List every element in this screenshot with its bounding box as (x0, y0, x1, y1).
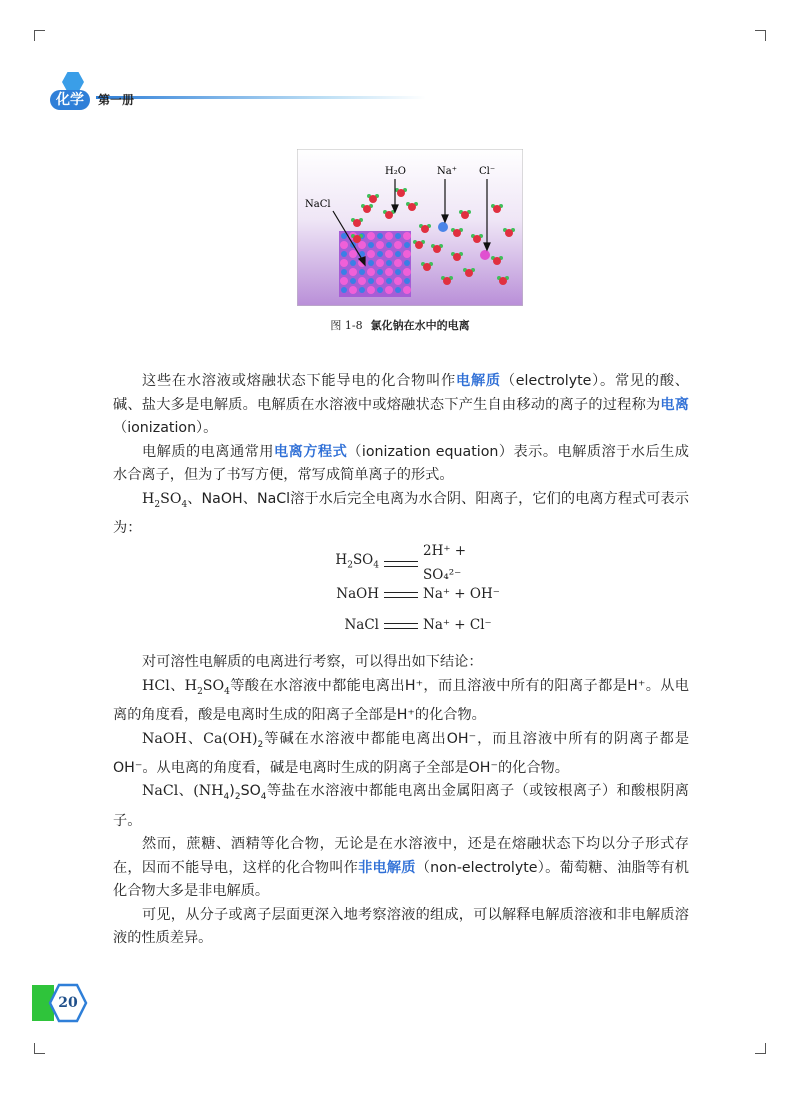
paragraph-nonelectrolyte (113, 833, 689, 904)
main-text (113, 370, 689, 951)
lattice-ion (358, 277, 366, 285)
text-run: （ionization equation）表示。电解质溶于水后生成水合离子，但为了书写方便，常写成简单离子的形式。 (113, 443, 689, 483)
equals-sign (384, 561, 418, 567)
hydrated-ion (480, 250, 490, 260)
lattice-ion (368, 260, 374, 266)
lattice-ion (395, 233, 401, 239)
lattice-ion (340, 259, 348, 267)
lattice-ion (403, 286, 411, 294)
text-run: 等酸在水溶液中都能电离出H⁺，而且溶液中所有的阳离子都是H⁺。从电离的角度看，酸是电离时生成的阳离子全部是H⁺的化合物。 (113, 677, 689, 724)
text-run: （non-electrolyte）。葡萄糖、油脂等有机化合物大多是非电解质。 (113, 859, 689, 900)
lattice-ion (349, 286, 357, 294)
lattice-ion (340, 241, 348, 249)
lattice-ion (341, 287, 347, 293)
lattice-ion (359, 269, 365, 275)
lattice-ion (404, 260, 410, 266)
lattice-ion (367, 250, 375, 258)
lattice-ion (377, 233, 383, 239)
equals-sign (384, 623, 418, 629)
paragraph-examples (113, 488, 689, 541)
crop-mark-top-left (34, 30, 45, 41)
lattice-ion (367, 232, 375, 240)
term-electrolyte: 电解质 (456, 373, 501, 389)
lattice-ion (385, 286, 393, 294)
lattice-ion (349, 250, 357, 258)
paragraph-ionization-equation (113, 441, 689, 488)
lattice-ion (395, 251, 401, 257)
lattice-ion (403, 250, 411, 258)
sodium-label: Na⁺ (437, 166, 457, 177)
text-run: 、NaOH、NaCl溶于水后完全电离为水合阴、阳离子，它们的电离方程式可表示为： (113, 490, 689, 536)
page-number-badge (32, 985, 92, 1025)
page-number: 20 (58, 995, 78, 1011)
paragraph-salts: NaCl、$(NH_4)_2SO_4$等盐在水溶液中都能电离出金属阳离子（或铵根离子）和酸根阴离子。 (113, 783, 689, 829)
lattice-ion (403, 268, 411, 276)
lattice-ion (385, 250, 393, 258)
equation-nacl (113, 610, 689, 641)
chloride-label: Cl⁻ (479, 166, 496, 177)
term-nonelectrolyte: 非电解质 (358, 859, 416, 876)
lattice-ion (377, 269, 383, 275)
paragraph-electrolyte (113, 370, 689, 441)
text-run: 然而，蔗糖、酒精等化合物，无论是在水溶液中，还是在熔融状态下均以分子形式存在，因而不能导电，这样的化合物叫作 (113, 836, 689, 876)
equation-h2so4 (113, 543, 689, 583)
formula-h2so4: $H_2SO_4$ (142, 490, 188, 510)
figure-illustration (297, 149, 523, 306)
header-rule (96, 96, 426, 99)
text-run: （electrolyte）。常见的酸、碱、盐大多是电解质。电解质在水溶液中或熔融状态下产生自由移动的离子的过程称为 (113, 373, 689, 413)
lattice-ion (404, 242, 410, 248)
lattice-ion (349, 268, 357, 276)
lattice-ion (340, 277, 348, 285)
equals-sign (384, 592, 418, 598)
equation-lhs: $H_2SO_4$ (335, 552, 379, 571)
term-ionization-equation: 电离方程式 (273, 443, 348, 460)
lattice-ion (359, 287, 365, 293)
figure-title: 氯化钠在水中的电离 (370, 319, 470, 332)
lattice-ion (385, 268, 393, 276)
lattice-ion (386, 260, 392, 266)
lattice-ion (350, 260, 356, 266)
crop-mark-bottom-right (755, 1043, 766, 1054)
lattice-ion (350, 278, 356, 284)
formula-acids: HCl、$H_2SO_4$ (142, 677, 230, 697)
lattice-ion (341, 269, 347, 275)
paragraph-bases: NaOH、$Ca(OH)_2$等碱在水溶液中都能电离出OH⁻，而且溶液中所有的阴离子都是OH⁻。从电离的角度看，碱是电离时生成的阴离子全部是OH⁻的化合物。 (113, 730, 690, 776)
paragraph-summary: 可见，从分子或离子层面更深入地考察溶液的组成，可以解释电解质溶液和非电解质溶液的性质差异。 (113, 906, 689, 947)
equation-lhs: NaCl (344, 617, 379, 634)
crop-mark-bottom-left (34, 1043, 45, 1054)
text-run: （ionization）。 (113, 420, 218, 436)
figure-caption (0, 317, 800, 333)
lattice-ion (395, 269, 401, 275)
lattice-ion (377, 287, 383, 293)
book-logo: 化学 (50, 90, 90, 110)
formula-bases: NaOH、Ca(OH) (142, 730, 258, 747)
page-header (46, 72, 406, 112)
text-run: 这些在水溶液或熔融状态下能导电的化合物叫作 (142, 373, 456, 389)
nacl-label: NaCl (305, 199, 331, 210)
formula-salts: NaCl、(NH (142, 783, 224, 800)
lattice-ion (377, 251, 383, 257)
lattice-ion (368, 242, 374, 248)
term-ionization: 电离 (660, 396, 689, 413)
figure-number: 图 1-8 (330, 319, 363, 332)
nacl-ionization-figure (297, 149, 523, 306)
paragraph-conclusion-intro: 对可溶性电解质的电离进行考察，可以得出如下结论： (142, 654, 483, 671)
equation-lhs: NaOH (336, 586, 379, 603)
lattice-ion (367, 286, 375, 294)
lattice-ion (386, 242, 392, 248)
lattice-ion (376, 241, 384, 249)
lattice-ion (394, 277, 402, 285)
lattice-ion (385, 232, 393, 240)
crop-mark-top-right (755, 30, 766, 41)
text-run: 等盐在水溶液中都能电离出金属阳离子（或铵根离子）和酸根阴离子。 (113, 783, 689, 829)
text-run: 等碱在水溶液中都能电离出OH⁻，而且溶液中所有的阴离子都是OH⁻。从电离的角度看，碱是电离时生成的阴离子全部是OH⁻的化合物。 (113, 730, 690, 776)
lattice-ion (394, 259, 402, 267)
lattice-ion (368, 278, 374, 284)
equation-rhs: Na⁺ + OH⁻ (423, 586, 500, 603)
lattice-ion (404, 278, 410, 284)
lattice-ion (394, 241, 402, 249)
equation-rhs: 2H⁺ + SO₄²⁻ (423, 543, 467, 583)
lattice-ion (367, 268, 375, 276)
lattice-ion (376, 277, 384, 285)
equation-rhs: Na⁺ + Cl⁻ (423, 617, 492, 634)
water-label: H₂O (385, 166, 406, 177)
ionization-equations (113, 543, 689, 641)
lattice-ion (403, 232, 411, 240)
text-run: 电解质的电离通常用 (142, 443, 274, 460)
book-volume: 第一册 (98, 93, 135, 107)
paragraph-acids (113, 675, 689, 728)
nacl-crystal (339, 231, 411, 297)
hexagon-icon (62, 72, 84, 92)
lattice-ion (341, 251, 347, 257)
equation-naoh (113, 579, 689, 610)
lattice-ion (376, 259, 384, 267)
lattice-ion (395, 287, 401, 293)
hydrated-ion (438, 222, 448, 232)
lattice-ion (386, 278, 392, 284)
